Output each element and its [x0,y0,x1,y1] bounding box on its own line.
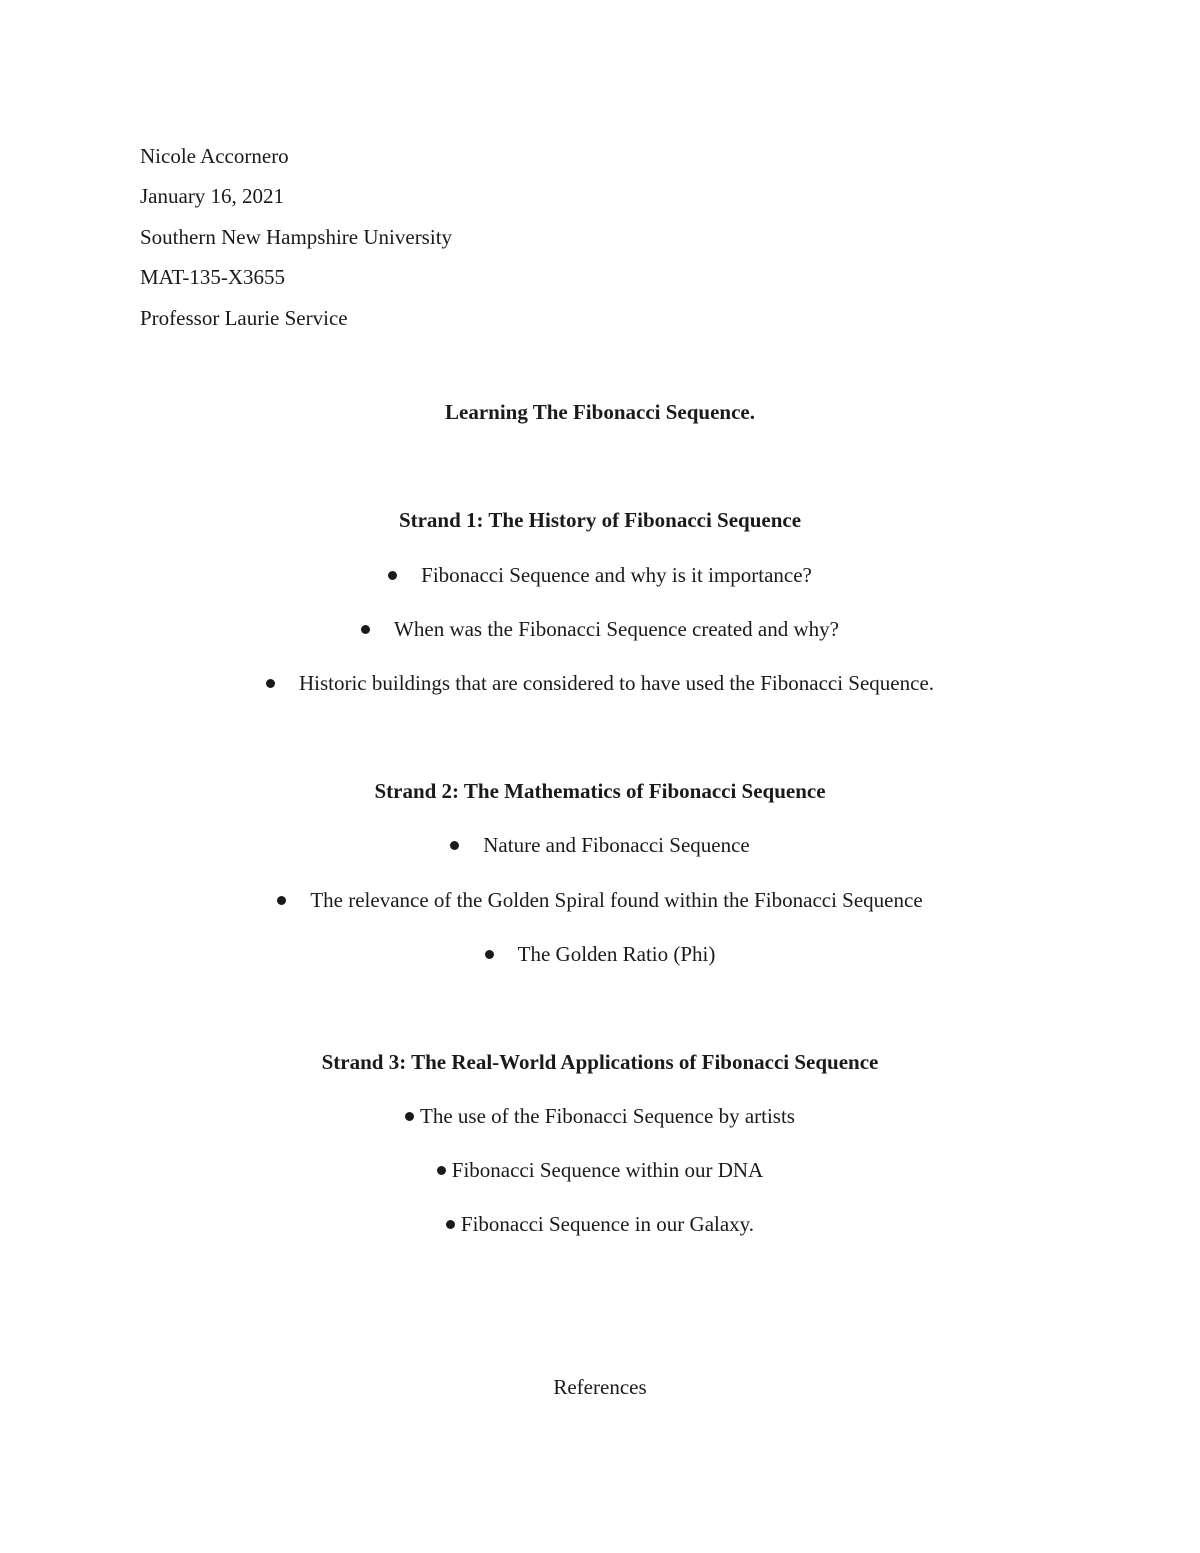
bullet-icon [277,896,286,905]
document-date: January 16, 2021 [140,184,285,208]
professor-name: Professor Laurie Service [140,306,348,330]
bullet-icon [266,679,275,688]
bullet-icon [405,1112,414,1121]
bullet-icon [450,841,459,850]
list-item [0,619,1200,640]
list-item-text: When was the Fibonacci Sequence created and why? [394,617,839,641]
list-item [0,890,1200,911]
list-item [0,1106,1200,1127]
list-item [0,565,1200,586]
list-item-text: Historic buildings that are considered to have used the Fibonacci Sequence. [298,671,935,695]
list-item-text: The Golden Ratio (Phi) [517,942,716,966]
list-item [0,1214,1200,1235]
list-item-text: Fibonacci Sequence in our Galaxy. [460,1212,755,1236]
bullet-icon [437,1166,446,1175]
bullet-icon [485,950,494,959]
bullet-icon [361,625,370,634]
strand-heading: Strand 2: The Mathematics of Fibonacci Sequence [374,779,826,803]
list-item [0,1160,1200,1181]
list-item-text: The relevance of the Golden Spiral found within the Fibonacci Sequence [310,888,923,912]
list-item [0,835,1200,856]
list-item [0,673,1200,694]
list-item-text: Fibonacci Sequence within our DNA [451,1158,764,1182]
list-item-text: Nature and Fibonacci Sequence [483,833,750,857]
bullet-icon [388,571,397,580]
list-item [0,944,1200,965]
list-item-text: The use of the Fibonacci Sequence by artists [420,1104,795,1128]
bullet-icon [446,1220,455,1229]
references-heading: References [553,1375,647,1399]
institution-name: Southern New Hampshire University [140,225,453,249]
strand-heading: Strand 1: The History of Fibonacci Sequence [398,508,802,532]
author-name: Nicole Accornero [140,144,289,168]
course-code: MAT-135-X3655 [140,265,286,289]
list-item-text: Fibonacci Sequence and why is it importance? [421,563,812,587]
strand-heading: Strand 3: The Real-World Applications of Fibonacci Sequence [321,1050,879,1074]
document-title: Learning The Fibonacci Sequence. [445,400,755,424]
